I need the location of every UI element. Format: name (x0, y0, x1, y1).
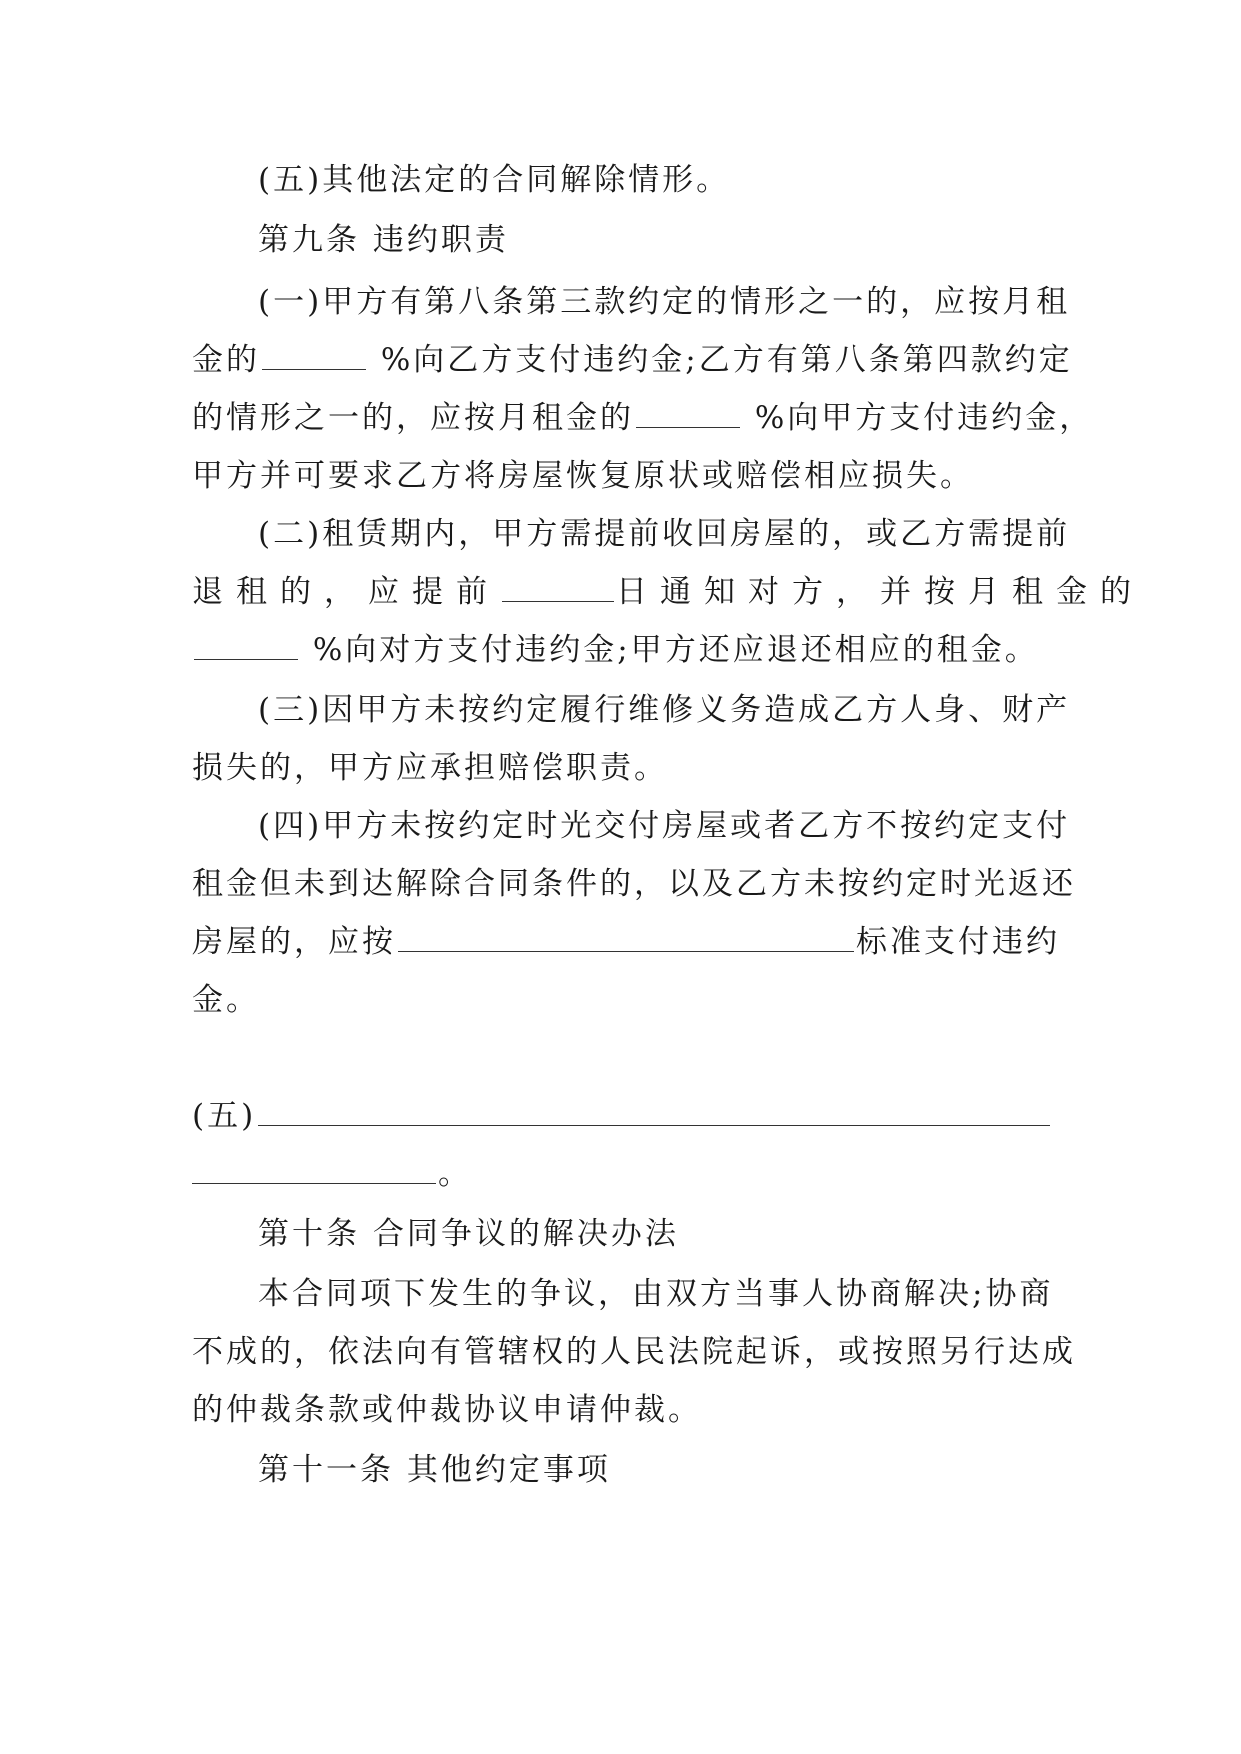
clause-text: 甲方并可要求乙方将房屋恢复原状或赔偿相应损失。 (192, 458, 974, 494)
clause-text: (一)甲方有第八条第三款约定的情形之一的，应按月租 (258, 284, 1071, 320)
clause-line (192, 980, 1052, 1020)
clause-text: 的仲裁条款或仲裁协议申请仲裁。 (192, 1392, 702, 1428)
clause-line (258, 282, 1071, 322)
clause-text: 本合同项下发生的争议，由双方当事人协商解决;协商 (258, 1276, 1054, 1312)
clause-text: 的情形之一的，应按月租金的 (192, 400, 634, 436)
clause-text: (五)其他法定的合同解除情形。 (258, 162, 731, 198)
clause-text: 金。 (192, 982, 260, 1018)
clause-text: %向对方支付违约金;甲方还应退还相应的租金。 (300, 632, 1039, 668)
clause-text: (二)租赁期内，甲方需提前收回房屋的，或乙方需提前 (258, 516, 1071, 552)
article-heading (258, 1214, 1052, 1254)
clause-text: 不成的，依法向有管辖权的人民法院起诉，或按照另行达成 (192, 1334, 1076, 1370)
fill-in-blank (192, 1179, 436, 1184)
clause-line (192, 630, 1052, 670)
clause-text: 。 (438, 1156, 472, 1192)
clause-line (192, 398, 1094, 438)
clause-line (192, 1154, 1052, 1194)
clause-text: (四)甲方未按约定时光交付房屋或者乙方不按约定支付 (258, 808, 1071, 844)
article-heading (258, 220, 1052, 260)
fill-in-blank (262, 365, 366, 370)
clause-line (258, 160, 1052, 200)
clause-line (258, 806, 1071, 846)
fill-in-blank (636, 423, 740, 428)
heading-text: 第十一条 其他约定事项 (258, 1452, 611, 1488)
clause-line (192, 1096, 1052, 1136)
clause-text: 日通知对方，并按月租金的 (616, 574, 1144, 610)
clause-line (192, 922, 1060, 962)
clause-text: %向乙方支付违约金;乙方有第八条第四款约定 (368, 342, 1073, 378)
clause-line (258, 690, 1071, 730)
clause-line (192, 340, 1073, 380)
clause-line (192, 572, 1144, 612)
clause-line (192, 1390, 1052, 1430)
clause-text: %向甲方支付违约金， (742, 400, 1094, 436)
clause-line (192, 1332, 1076, 1372)
clause-line (192, 864, 1076, 904)
heading-text: 第九条 违约职责 (258, 222, 509, 258)
fill-in-blank (398, 947, 854, 952)
fill-in-blank (258, 1121, 1050, 1126)
clause-line (258, 1274, 1052, 1314)
clause-text: (五) (192, 1098, 257, 1134)
clause-text: 标准支付违约 (856, 924, 1060, 960)
clause-text: 租金但未到达解除合同条件的，以及乙方未按约定时光返还 (192, 866, 1076, 902)
clause-text: 房屋的，应按 (192, 924, 396, 960)
clause-text: 退租的，应提前 (192, 574, 500, 610)
fill-in-blank (194, 655, 298, 660)
clause-line (192, 456, 1052, 496)
fill-in-blank (502, 597, 614, 602)
clause-text: 损失的，甲方应承担赔偿职责。 (192, 750, 668, 786)
clause-text: (三)因甲方未按约定履行维修义务造成乙方人身、财产 (258, 692, 1071, 728)
clause-text: 金的 (192, 342, 260, 378)
clause-line (192, 748, 1052, 788)
heading-text: 第十条 合同争议的解决办法 (258, 1216, 679, 1252)
clause-line (258, 514, 1071, 554)
article-heading (258, 1450, 1052, 1490)
